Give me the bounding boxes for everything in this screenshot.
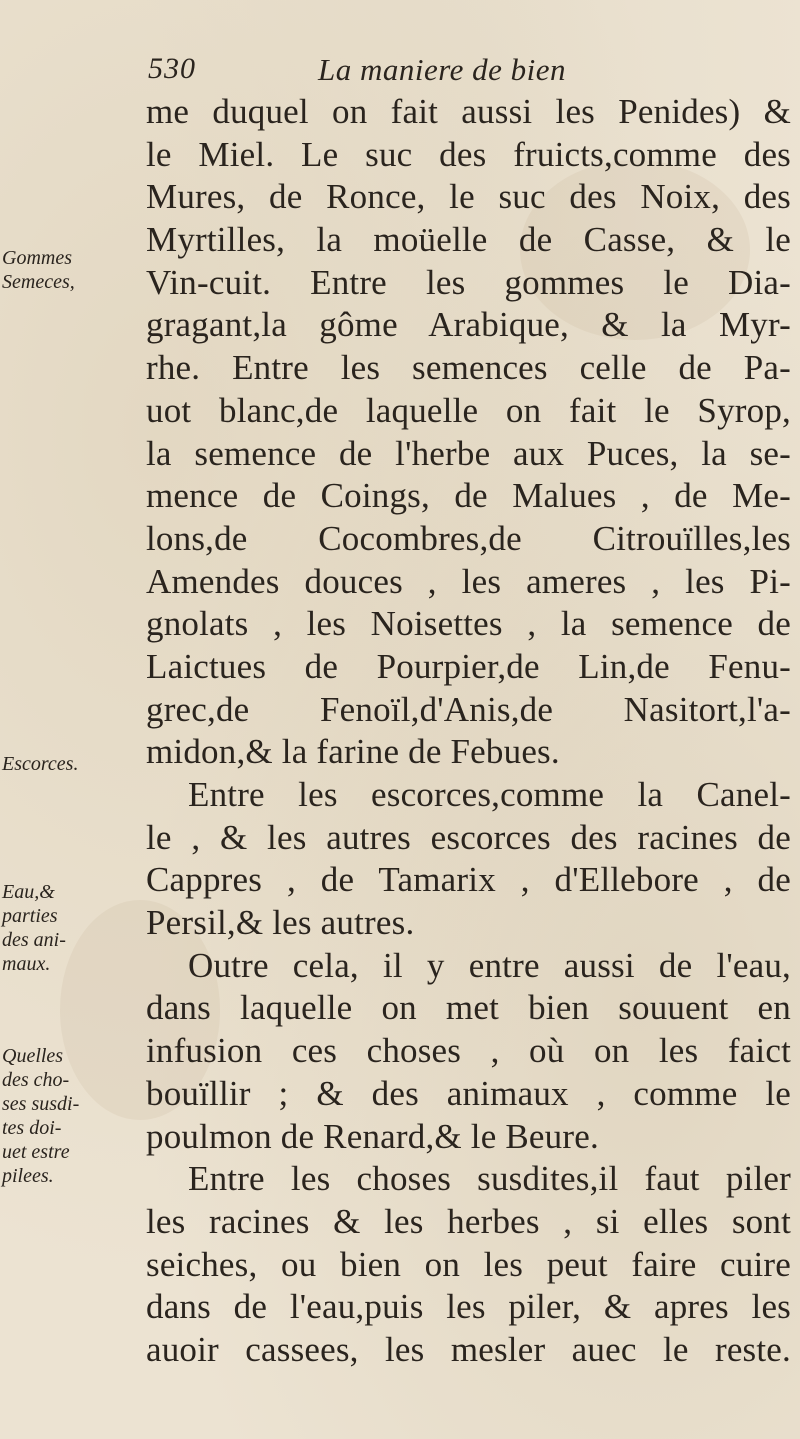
margin-note-escorces [2,752,100,776]
text-line: Vin-cuit. Entre les gommes le Dia- [146,262,791,302]
text-line: les racines & les herbes , si elles sont [146,1201,791,1241]
text-line: Outre cela, il y entre aussi de l'eau, [188,945,791,985]
text-line: gragant,la gôme Arabique, & la Myr- [146,305,791,345]
margin-note-line: Eau,& [2,881,55,903]
text-line: auoir cassees, les mesler auec le reste. [146,1329,791,1369]
text-line: infusion ces choses , où on les faict [146,1031,791,1071]
margin-note-line: Escorces. [2,753,79,775]
text-line: poulmon de Renard,& le Beure. [146,1116,599,1156]
margin-note-eau [2,880,100,976]
text-line: Entre les choses susdites,il faut piler [188,1159,791,1199]
text-line: Persil,& les autres. [146,903,415,943]
margin-note-gommes [2,246,100,294]
margin-note-line: uet estre [2,1141,70,1163]
page-header [148,52,788,92]
text-line: me duquel on fait aussi les Penides) & [146,92,791,131]
body-text [146,91,791,1372]
margin-note-line: Gommes [2,247,72,269]
text-line: dans de l'eau,puis les piler, & apres les [146,1287,791,1327]
text-line: Myrtilles, la moüelle de Casse, & le [146,220,791,260]
margin-note-line: des cho- [2,1069,70,1091]
text-line: dans laquelle on met bien souuent en [146,988,791,1028]
page-number: 530 [148,52,196,85]
text-line: Amendes douces , les ameres , les Pi- [146,561,791,601]
text-line: uot blanc,de laquelle on fait le Syrop, [146,390,791,430]
margin-note-line: des ani- [2,929,66,951]
running-head: La maniere de bien [318,52,567,87]
margin-note-line: tes doi- [2,1117,62,1139]
text-line: bouïllir ; & des animaux , comme le [146,1073,791,1113]
text-line: Entre les escorces,comme la Canel- [188,775,791,814]
margin-note-quelles [2,1044,100,1188]
text-line: Mures, de Ronce, le suc des Noix, des [146,177,791,217]
text-line: le , & les autres escorces des racines de [146,817,791,857]
text-line: Laictues de Pourpier,de Lin,de Fenu- [146,646,791,686]
text-line: rhe. Entre les semences celle de Pa- [146,348,791,388]
text-line: lons,de Cocombres,de Citrouïlles,les [146,518,791,558]
text-line: le Miel. Le suc des fruicts,comme des [146,134,791,174]
text-line: midon,& la farine de Febues. [146,732,560,772]
text-line: Cappres , de Tamarix , d'Ellebore , de [146,860,791,900]
margin-note-line: parties [2,905,58,927]
text-line: mence de Coings, de Malues , de Me- [146,476,791,516]
text-line: gnolats , les Noisettes , la semence de [146,604,791,644]
margin-note-line: pilees. [2,1165,54,1187]
text-line: seiches, ou bien on les peut faire cuire [146,1244,791,1284]
margin-note-line: Semeces, [2,271,75,293]
margin-note-line: maux. [2,953,51,975]
margin-note-line: ses susdi- [2,1093,80,1115]
text-line: la semence de l'herbe aux Puces, la se- [146,433,791,473]
margin-note-line: Quelles [2,1045,64,1067]
text-line: grec,de Fenoïl,d'Anis,de Nasitort,l'a- [146,689,791,729]
